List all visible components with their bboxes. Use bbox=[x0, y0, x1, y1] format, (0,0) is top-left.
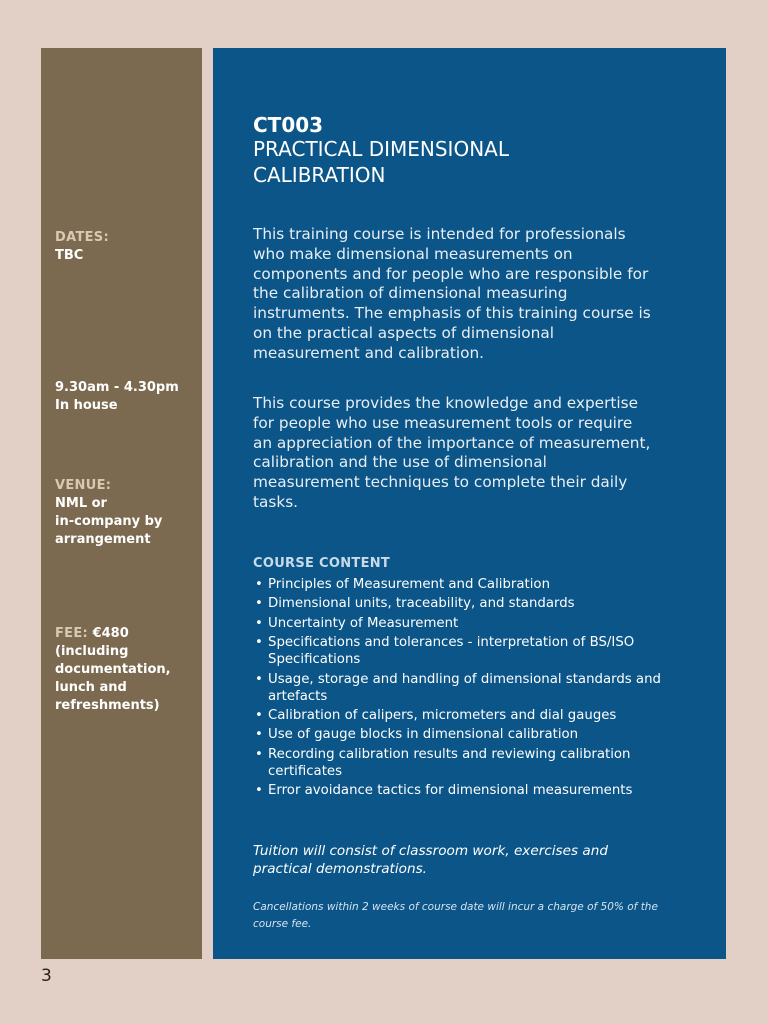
course-code: CT003 bbox=[253, 113, 324, 137]
knowledge-paragraph: This course provides the knowledge and expertise for people who use measurement tools or require an appreciation of the importance of measurement, calibration and the use of dimensional measurement techniques to complete their daily tasks. bbox=[253, 394, 651, 511]
fee-line: (including bbox=[55, 644, 129, 659]
fee-block bbox=[55, 625, 197, 715]
venue-line: in-company by bbox=[55, 514, 163, 529]
venue-line: arrangement bbox=[55, 532, 151, 547]
venue-block bbox=[55, 477, 197, 549]
list-item: • Error avoidance tactics for dimensional measurements bbox=[253, 782, 673, 799]
time-block bbox=[55, 379, 197, 415]
list-item: • Usage, storage and handling of dimensional standards and artefacts bbox=[253, 671, 673, 705]
page-number: 3 bbox=[41, 966, 52, 986]
list-item: • Uncertainty of Measurement bbox=[253, 615, 673, 632]
time-value: 9.30am - 4.30pm bbox=[55, 380, 179, 395]
list-item: • Use of gauge blocks in dimensional calibration bbox=[253, 726, 673, 743]
venue-label: VENUE: bbox=[55, 478, 112, 493]
main-panel bbox=[213, 48, 726, 959]
list-item: • Recording calibration results and reviewing calibration certificates bbox=[253, 746, 673, 780]
list-item: • Dimensional units, traceability, and standards bbox=[253, 595, 673, 612]
fee-label: FEE: bbox=[55, 626, 89, 641]
list-item: • Calibration of calipers, micrometers and dial gauges bbox=[253, 707, 673, 724]
fee-line: documentation, bbox=[55, 662, 171, 677]
dates-label: DATES: bbox=[55, 230, 109, 245]
course-title-line: PRACTICAL DIMENSIONAL bbox=[253, 137, 509, 161]
fee-line: lunch and bbox=[55, 680, 127, 695]
dates-block bbox=[55, 229, 197, 265]
venue-line: NML or bbox=[55, 496, 107, 511]
fee-amount: €480 bbox=[92, 626, 129, 641]
course-title bbox=[253, 136, 673, 188]
intro-paragraph: This training course is intended for professionals who make dimensional measurements on components and for people who are responsible for the calibration of dimensional measuring instruments. The emphasis of this training course is on the practical aspects of dimensional measurement and calibration. bbox=[253, 225, 651, 362]
location-value: In house bbox=[55, 398, 118, 413]
course-content-list bbox=[253, 576, 673, 802]
tuition-note: Tuition will consist of classroom work, exercises and practical demonstrations. bbox=[253, 843, 608, 877]
dates-value: TBC bbox=[55, 248, 84, 263]
cancellation-note: Cancellations within 2 weeks of course date will incur a charge of 50% of the course fee. bbox=[253, 901, 658, 930]
fee-line: refreshments) bbox=[55, 698, 160, 713]
list-item: • Specifications and tolerances - interpretation of BS/ISO Specifications bbox=[253, 634, 673, 668]
list-item: • Principles of Measurement and Calibration bbox=[253, 576, 673, 593]
sidebar-panel bbox=[41, 48, 202, 959]
course-content-heading: COURSE CONTENT bbox=[253, 556, 391, 571]
course-title-line: CALIBRATION bbox=[253, 163, 386, 187]
